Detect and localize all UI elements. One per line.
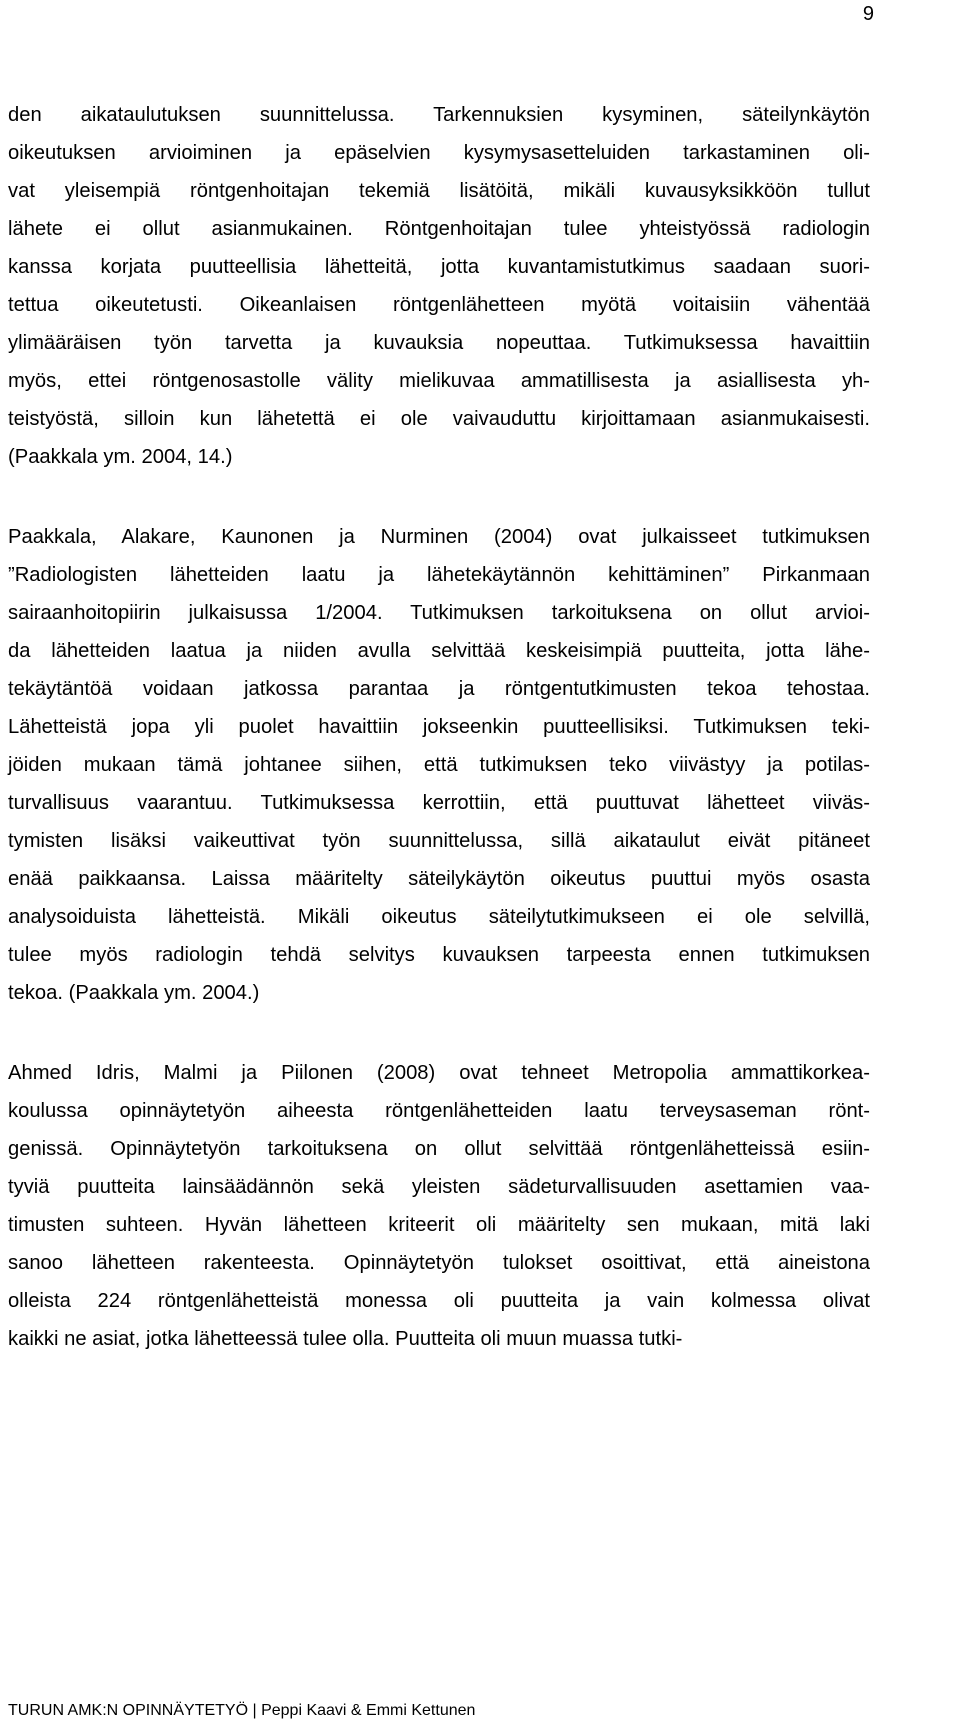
text-line: den aikataulutuksen suunnittelussa. Tarkennuksien kysyminen, säteilynkäytön [8, 104, 870, 126]
text-line: kanssa korjata puutteellisia lähetteitä, jotta kuvantamistutkimus saadaan suori- [8, 256, 870, 278]
document-body [8, 96, 870, 1358]
text-line: analysoiduista lähetteistä. Mikäli oikeutus säteilytutkimukseen ei ole selvillä, [8, 906, 870, 928]
paragraph [8, 96, 870, 476]
text-line: lähete ei ollut asianmukainen. Röntgenhoitajan tulee yhteistyössä radiologin [8, 218, 870, 240]
paragraph-gap [8, 476, 870, 518]
text-line: teistyöstä, silloin kun lähetettä ei ole vaivauduttu kirjoittamaan asianmukaisesti. [8, 408, 870, 430]
text-line: timusten suhteen. Hyvän lähetteen kriteerit oli määritelty sen mukaan, mitä laki [8, 1214, 870, 1236]
text-line: tymisten lisäksi vaikeuttivat työn suunnittelussa, sillä aikataulut eivät pitäneet [8, 830, 870, 852]
text-line: koulussa opinnäytetyön aiheesta röntgenlähetteiden laatu terveysaseman rönt- [8, 1100, 870, 1122]
text-line: Lähetteistä jopa yli puolet havaittiin jokseenkin puutteellisiksi. Tutkimuksen teki- [8, 716, 870, 738]
text-line: tekäytäntöä voidaan jatkossa parantaa ja röntgentutkimusten tekoa tehostaa. [8, 678, 870, 700]
text-line: Paakkala, Alakare, Kaunonen ja Nurminen (2004) ovat julkaisseet tutkimuksen [8, 526, 870, 548]
text-line: da lähetteiden laatua ja niiden avulla selvittää keskeisimpiä puutteita, jotta lähe- [8, 640, 870, 662]
text-line: tyviä puutteita lainsäädännön sekä yleisten sädeturvallisuuden asettamien vaa- [8, 1176, 870, 1198]
page-number: 9 [862, 3, 874, 25]
text-line: sanoo lähetteen rakenteesta. Opinnäytetyön tulokset osoittivat, että aineistona [8, 1252, 870, 1274]
text-line: kaikki ne asiat, jotka lähetteessä tulee olla. Puutteita oli muun muassa tutki- [8, 1328, 683, 1350]
text-line: ylimääräisen työn tarvetta ja kuvauksia nopeuttaa. Tutkimuksessa havaittiin [8, 332, 870, 354]
text-line: tulee myös radiologin tehdä selvitys kuvauksen tarpeesta ennen tutkimuksen [8, 944, 870, 966]
text-line: olleista 224 röntgenlähetteistä monessa oli puutteita ja vain kolmessa olivat [8, 1290, 870, 1312]
paragraph [8, 518, 870, 1012]
text-line: vat yleisempiä röntgenhoitajan tekemiä lisätöitä, mikäli kuvausyksikköön tullut [8, 180, 870, 202]
paragraph [8, 1054, 870, 1358]
text-line: genissä. Opinnäytetyön tarkoituksena on ollut selvittää röntgenlähetteissä esiin- [8, 1138, 870, 1160]
text-line: jöiden mukaan tämä johtanee siihen, että tutkimuksen teko viivästyy ja potilas- [8, 754, 870, 776]
footer-text: TURUN AMK:N OPINNÄYTETYÖ | Peppi Kaavi & Emmi Kettunen [8, 1702, 476, 1719]
text-line: tekoa. (Paakkala ym. 2004.) [8, 982, 260, 1004]
paragraph-gap [8, 1012, 870, 1054]
text-line: (Paakkala ym. 2004, 14.) [8, 446, 233, 468]
text-line: tettua oikeutetusti. Oikeanlaisen röntgenlähetteen myötä voitaisiin vähentää [8, 294, 870, 316]
text-line: sairaanhoitopiirin julkaisussa 1/2004. Tutkimuksen tarkoituksena on ollut arvioi- [8, 602, 870, 624]
text-line: oikeutuksen arvioiminen ja epäselvien kysymysasetteluiden tarkastaminen oli- [8, 142, 870, 164]
text-line: Ahmed Idris, Malmi ja Piilonen (2008) ovat tehneet Metropolia ammattikorkea- [8, 1062, 870, 1084]
text-line: ”Radiologisten lähetteiden laatu ja lähetekäytännön kehittäminen” Pirkanmaan [8, 564, 870, 586]
text-line: enää paikkaansa. Laissa määritelty säteilykäytön oikeutus puuttui myös osasta [8, 868, 870, 890]
text-line: myös, ettei röntgenosastolle välity mielikuvaa ammatillisesta ja asiallisesta yh- [8, 370, 870, 392]
text-line: turvallisuus vaarantuu. Tutkimuksessa kerrottiin, että puuttuvat lähetteet viiväs- [8, 792, 870, 814]
